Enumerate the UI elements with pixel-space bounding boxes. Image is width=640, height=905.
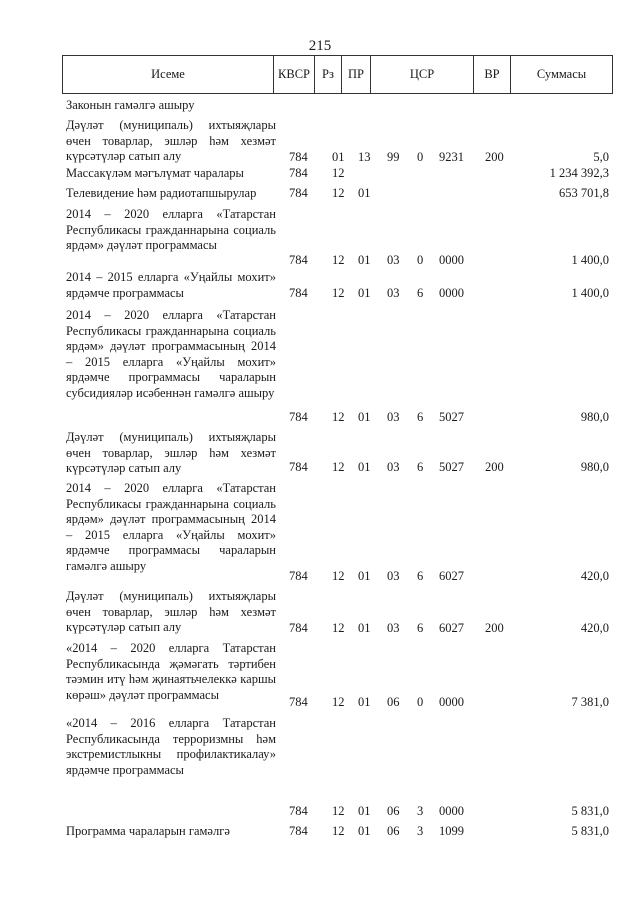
cell-sum: 420,0 (580, 621, 609, 635)
cell-sum: 1 400,0 (571, 253, 609, 267)
cell-csr3: 9231 (439, 150, 464, 164)
cell-rz: 12 (332, 569, 345, 583)
cell-kvsr: 784 (289, 569, 308, 583)
cell-sum: 980,0 (580, 410, 609, 424)
cell-kvsr: 784 (289, 621, 308, 635)
cell-pr: 01 (358, 410, 371, 424)
cell-rz: 12 (332, 410, 345, 424)
table-row (62, 481, 613, 585)
cell-kvsr: 784 (289, 253, 308, 267)
cell-rz: 12 (332, 166, 345, 180)
table-row (62, 641, 613, 711)
cell-rz: 12 (332, 460, 345, 474)
cell-sum: 420,0 (580, 569, 609, 583)
row-name: 2014 – 2020 елларга «Татарстан Республикасы гражданнарына социаль ярдәм» дәүләт программасының 2014 – 2015 елларга «Уңайлы мохит» ярдәмче программасы чараларын субсидияләр исәбеннән гамәлгә ашыру (66, 308, 276, 400)
cell-csr3: 5027 (439, 460, 464, 474)
cell-csr1: 06 (387, 804, 400, 818)
cell-sum: 7 381,0 (571, 695, 609, 709)
cell-kvsr: 784 (289, 824, 308, 838)
cell-pr: 01 (358, 695, 371, 709)
cell-sum: 5 831,0 (571, 804, 609, 818)
cell-csr2: 0 (417, 253, 424, 267)
cell-sum: 5 831,0 (571, 824, 609, 838)
table-row (62, 308, 613, 426)
cell-sum: 1 234 392,3 (549, 166, 609, 180)
table-row (62, 430, 613, 476)
cell-csr1: 03 (387, 253, 400, 267)
cell-csr3: 6027 (439, 621, 464, 635)
cell-csr1: 03 (387, 410, 400, 424)
cell-pr: 01 (358, 804, 371, 818)
cell-csr2: 6 (417, 621, 424, 635)
cell-csr1: 06 (387, 695, 400, 709)
cell-pr: 13 (358, 150, 371, 164)
cell-csr3: 5027 (439, 410, 464, 424)
cell-csr1: 06 (387, 824, 400, 838)
cell-rz: 12 (332, 804, 345, 818)
cell-kvsr: 784 (289, 166, 308, 180)
table-row (62, 589, 613, 637)
cell-sum: 5,0 (593, 150, 609, 164)
table-row (62, 186, 613, 202)
table-row (62, 824, 613, 854)
cell-sum: 653 701,8 (559, 186, 609, 200)
row-name: «2014 – 2016 елларга Татарстан Республикасында терроризмны һәм экстремистлыкны профилактикалау» ярдәмче программасы (66, 716, 276, 777)
cell-rz: 12 (332, 286, 345, 300)
cell-kvsr: 784 (289, 695, 308, 709)
row-name: Массакүләм мәгълүмат чаралары (66, 166, 244, 180)
cell-csr2: 6 (417, 286, 424, 300)
cell-kvsr: 784 (289, 186, 308, 200)
cell-rz: 12 (332, 186, 345, 200)
cell-pr: 01 (358, 824, 371, 838)
cell-rz: 12 (332, 824, 345, 838)
table-header (62, 55, 613, 94)
header-sum: Суммасы (511, 56, 613, 94)
table-row (62, 207, 613, 269)
cell-vr: 200 (485, 460, 504, 474)
cell-csr2: 6 (417, 410, 424, 424)
cell-csr2: 3 (417, 824, 424, 838)
cell-rz: 12 (332, 253, 345, 267)
cell-csr1: 03 (387, 569, 400, 583)
table-row (62, 270, 613, 302)
cell-csr2: 0 (417, 150, 424, 164)
cell-kvsr: 784 (289, 460, 308, 474)
cell-sum: 980,0 (580, 460, 609, 474)
table-row (62, 118, 613, 166)
cell-rz: 12 (332, 621, 345, 635)
cell-sum: 1 400,0 (571, 286, 609, 300)
row-name: Законын гамәлгә ашыру (66, 98, 195, 112)
cell-csr1: 99 (387, 150, 400, 164)
cell-csr2: 6 (417, 569, 424, 583)
cell-pr: 01 (358, 253, 371, 267)
header-vr: ВР (474, 56, 511, 94)
cell-kvsr: 784 (289, 150, 308, 164)
row-name: 2014 – 2020 елларга «Татарстан Республикасы гражданнарына социаль ярдәм» дәүләт программасының 2014 – 2015 елларга «Уңайлы мохит» ярдәмче программасы чараларын гамәлгә ашыру (66, 481, 276, 573)
row-name: «2014 – 2020 елларга Татарстан Республикасында җәмәгать тәртибен тәэмин итү һәм җинаятьчелеккә каршы көрәш» дәүләт программасы (66, 641, 276, 702)
row-name: Телевидение һәм радиотапшырулар (66, 186, 257, 200)
cell-pr: 01 (358, 286, 371, 300)
row-name: Программа чараларын гамәлгә (66, 824, 230, 838)
cell-csr3: 1099 (439, 824, 464, 838)
cell-vr: 200 (485, 621, 504, 635)
cell-kvsr: 784 (289, 410, 308, 424)
table-row (62, 166, 613, 182)
cell-csr1: 03 (387, 621, 400, 635)
cell-csr2: 0 (417, 695, 424, 709)
cell-csr1: 03 (387, 460, 400, 474)
cell-pr: 01 (358, 569, 371, 583)
row-name: 2014 – 2015 елларга «Уңайлы мохит» ярдәмче программасы (66, 270, 276, 300)
cell-csr2: 3 (417, 804, 424, 818)
row-name: 2014 – 2020 елларга «Татарстан Республикасы гражданнарына социаль ярдәм» дәүләт программасы (66, 207, 276, 253)
row-name: Дәүләт (муниципаль) ихтыяҗлары өчен товарлар, эшләр һәм хезмәт күрсәтүләр сатып алу (66, 589, 276, 635)
header-kvsr: КВСР (274, 56, 315, 94)
cell-csr3: 0000 (439, 804, 464, 818)
cell-csr1: 03 (387, 286, 400, 300)
cell-csr3: 0000 (439, 286, 464, 300)
table-row (62, 98, 613, 114)
table-row (62, 716, 613, 820)
cell-csr3: 0000 (439, 253, 464, 267)
cell-rz: 01 (332, 150, 345, 164)
header-name: Исеме (63, 56, 274, 94)
row-name: Дәүләт (муниципаль) ихтыяҗлары өчен товарлар, эшләр һәм хезмәт күрсәтүләр сатып алу (66, 118, 276, 164)
cell-csr3: 0000 (439, 695, 464, 709)
cell-kvsr: 784 (289, 286, 308, 300)
cell-pr: 01 (358, 186, 371, 200)
cell-vr: 200 (485, 150, 504, 164)
cell-rz: 12 (332, 695, 345, 709)
cell-pr: 01 (358, 621, 371, 635)
cell-csr2: 6 (417, 460, 424, 474)
row-name: Дәүләт (муниципаль) ихтыяҗлары өчен товарлар, эшләр һәм хезмәт күрсәтүләр сатып алу (66, 430, 276, 476)
cell-kvsr: 784 (289, 804, 308, 818)
header-csr: ЦСР (371, 56, 474, 94)
cell-csr3: 6027 (439, 569, 464, 583)
header-rz: Рз (315, 56, 342, 94)
header-pr: ПР (342, 56, 371, 94)
page-number: 215 (308, 38, 332, 54)
cell-pr: 01 (358, 460, 371, 474)
